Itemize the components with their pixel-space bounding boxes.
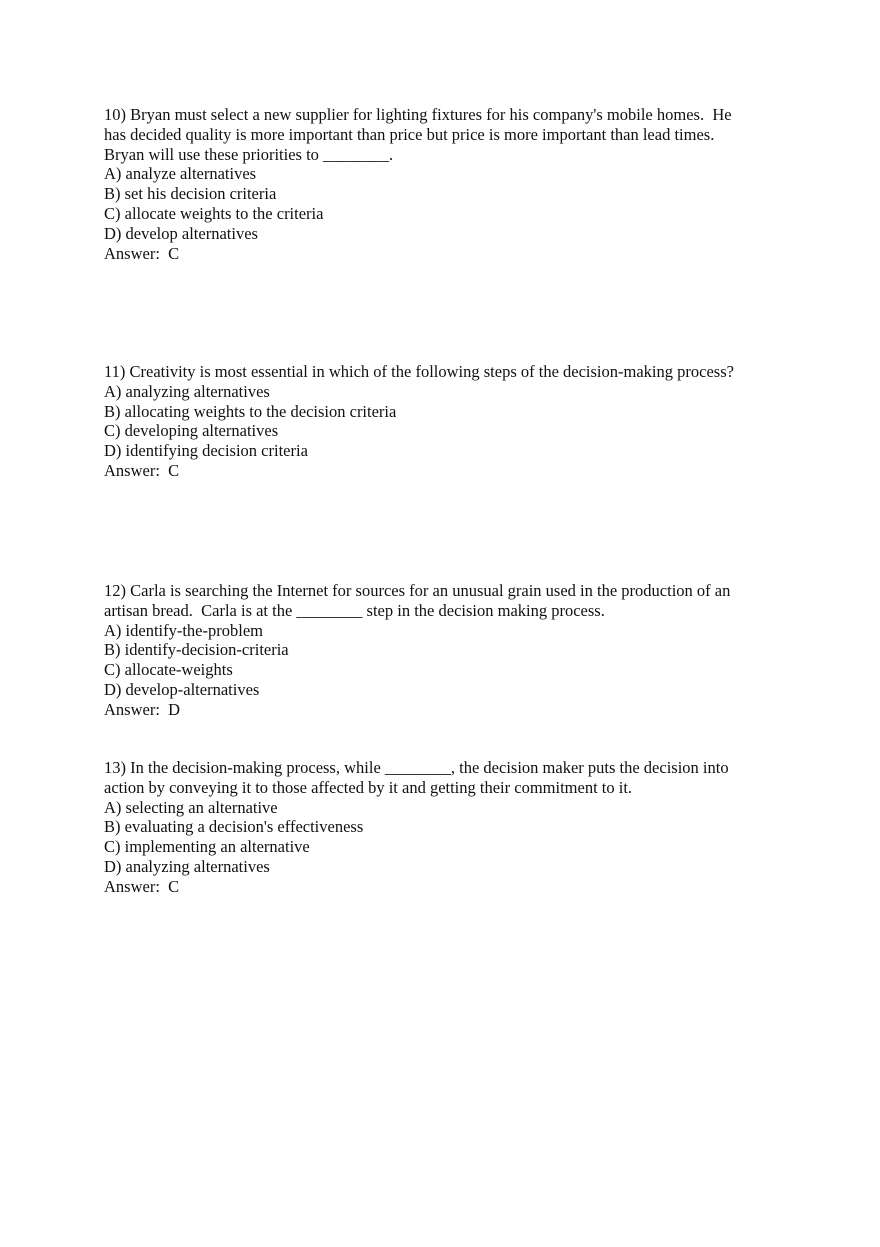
answer: Answer: D (104, 699, 181, 719)
option-a: A) identify-the-problem (104, 620, 263, 640)
question-stem-line: 13) In the decision-making process, while ________, the decision maker puts the decision into (104, 758, 729, 777)
question-stem-line: Bryan will use these priorities to ________. (104, 144, 394, 164)
option-b: B) allocating weights to the decision criteria (104, 401, 397, 421)
option-b: B) set his decision criteria (104, 184, 277, 204)
option-d: D) develop alternatives (104, 223, 258, 243)
answer: Answer: C (104, 243, 180, 263)
question-10 (104, 105, 784, 263)
option-c: C) allocate weights to the criteria (104, 203, 324, 223)
option-c: C) implementing an alternative (104, 837, 310, 857)
option-a: A) analyzing alternatives (104, 381, 270, 401)
option-d: D) develop-alternatives (104, 679, 260, 699)
option-d: D) identifying decision criteria (104, 441, 308, 461)
question-13 (104, 758, 784, 897)
question-stem-line: 12) Carla is searching the Internet for sources for an unusual grain used in the production of an (104, 581, 731, 600)
question-11 (104, 362, 784, 481)
answer: Answer: C (104, 876, 180, 896)
question-12 (104, 581, 784, 720)
question-stem-line: 10) Bryan must select a new supplier for lighting fixtures for his company's mobile homes. He (104, 105, 732, 124)
question-stem-line: has decided quality is more important than price but price is more important than lead times. (104, 124, 715, 144)
option-b: B) identify-decision-criteria (104, 640, 289, 660)
option-d: D) analyzing alternatives (104, 856, 270, 876)
answer: Answer: C (104, 460, 180, 480)
question-stem-line: 11) Creativity is most essential in which of the following steps of the decision-making process? (104, 362, 734, 381)
question-stem-line: action by conveying it to those affected by it and getting their commitment to it. (104, 777, 633, 797)
option-b: B) evaluating a decision's effectiveness (104, 817, 364, 837)
option-a: A) selecting an alternative (104, 797, 278, 817)
option-c: C) developing alternatives (104, 421, 279, 441)
question-stem-line: artisan bread. Carla is at the ________ step in the decision making process. (104, 600, 605, 620)
option-a: A) analyze alternatives (104, 164, 257, 184)
option-c: C) allocate-weights (104, 660, 233, 680)
